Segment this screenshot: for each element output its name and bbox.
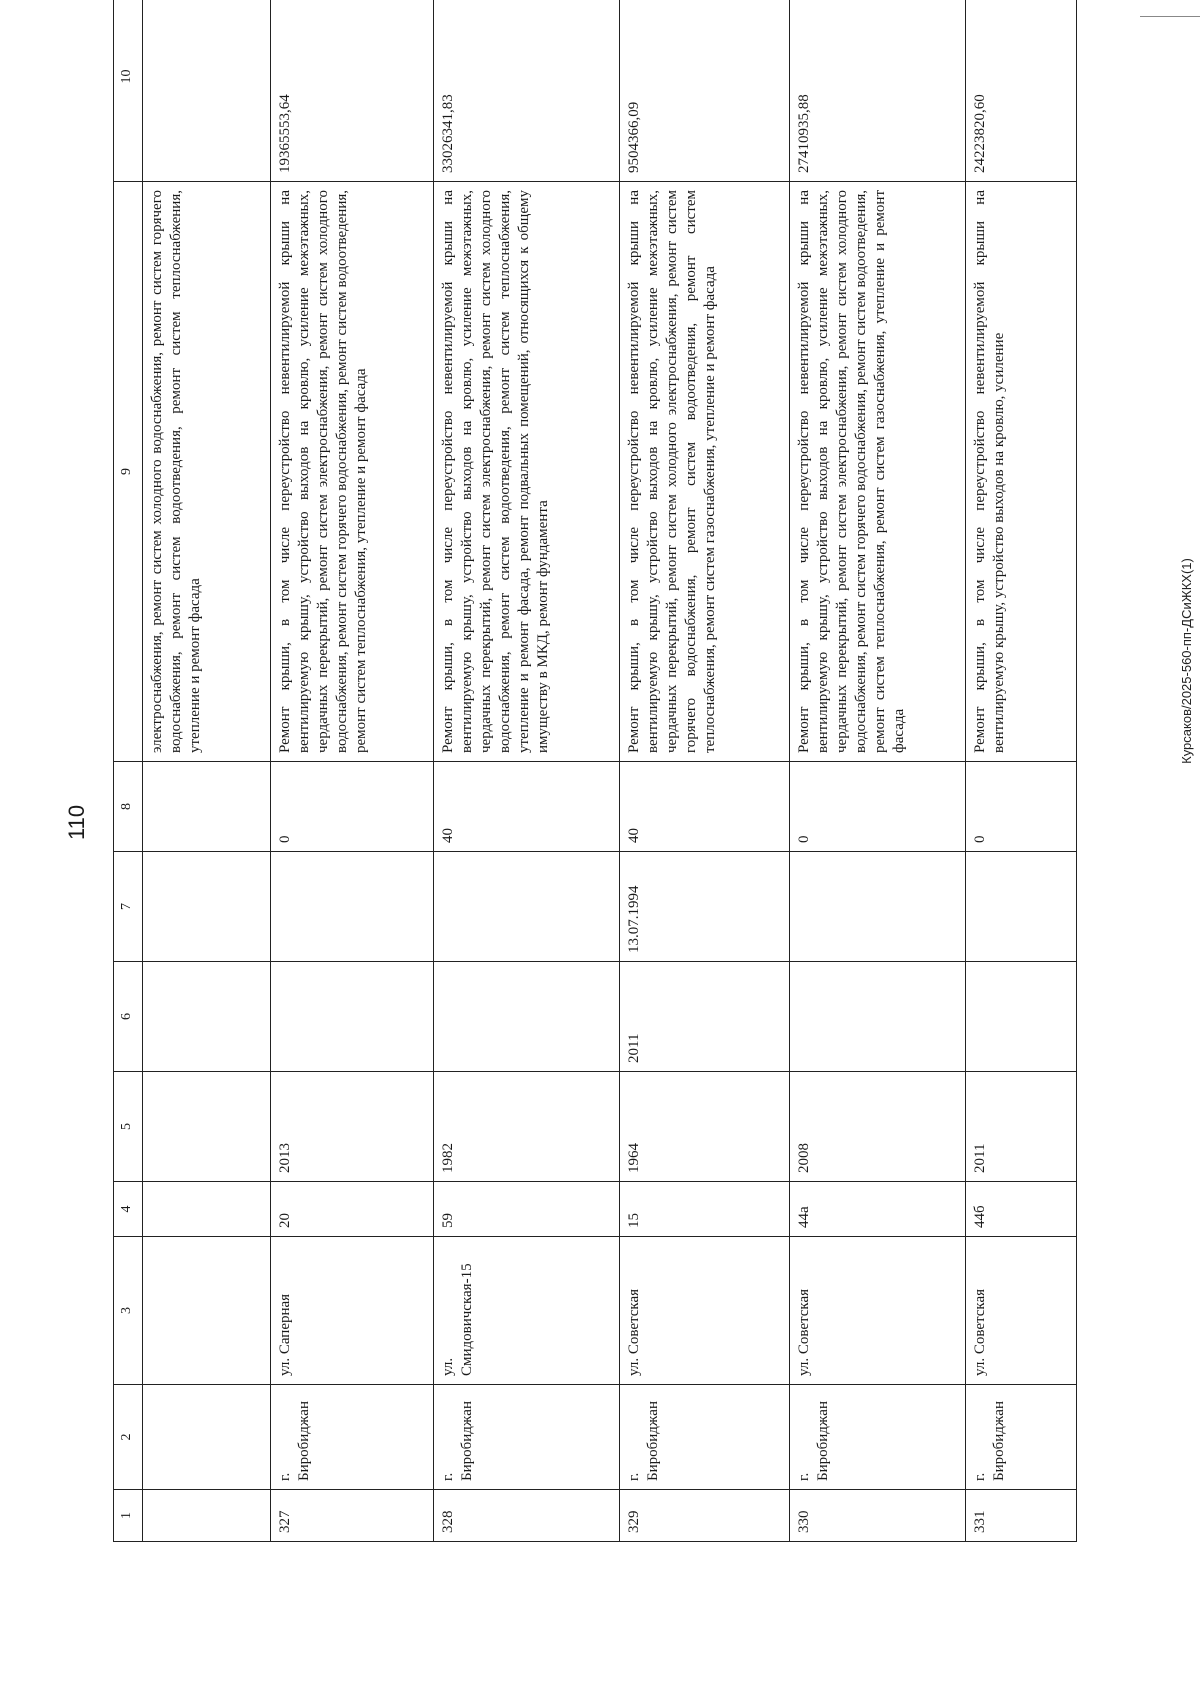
wear-cell: 40 — [434, 762, 620, 852]
date-cell: 13.07.1994 — [620, 852, 790, 962]
date-cell — [790, 852, 966, 962]
city-cell: г. Биробиджан — [271, 1385, 434, 1490]
house-cell: 15 — [620, 1182, 790, 1237]
header-cell: 4 — [114, 1182, 143, 1237]
year-built-cell: 2013 — [271, 1072, 434, 1182]
year-last-repair-cell — [966, 962, 1077, 1072]
year-last-repair-cell — [271, 962, 434, 1072]
works-description: Ремонт крыши, в том числе переустройство невентилируемой крыши на вентилируемую крышу, устройство выходов на кровлю, усиление — [966, 182, 1077, 762]
table-row — [790, 0, 966, 1542]
year-last-repair-cell — [790, 962, 966, 1072]
table-row — [271, 0, 434, 1542]
works-description: электроснабжения, ремонт систем холодного водоснабжения, ремонт систем горячего водоснабжения, ремонт систем водоотведения, ремонт систем теплоснабжения, утепление и ремонт фасада — [143, 182, 271, 762]
table-row — [966, 0, 1077, 1542]
works-description: Ремонт крыши, в том числе переустройство невентилируемой крыши на вентилируемую крышу, устройство выходов на кровлю, усиление межэтажных, чердачных перекрытий, ремонт систем электроснабжения, ремонт систем холодного водоснабжения, ремонт систем горячего водоснабжения, ремонт систем водоотведения, ремонт систем теплоснабжения, ремонт систем газоснабжения, утепление и ремонт фасада — [790, 182, 966, 762]
year-built-cell: 2008 — [790, 1072, 966, 1182]
house-cell: 44а — [790, 1182, 966, 1237]
header-cell: 7 — [114, 852, 143, 962]
works-description: Ремонт крыши, в том числе переустройство невентилируемой крыши на вентилируемую крышу, устройство выходов на кровлю, усиление межэтажных, чердачных перекрытий, ремонт систем электроснабжения, ремонт систем холодного водоснабжения, ремонт систем горячего водоснабжения, ремонт систем водоотведения, ремонт систем теплоснабжения, утепление и ремонт фасада — [271, 182, 434, 762]
cost-cell: 19365553,64 — [271, 0, 434, 182]
house-cell: 44б — [966, 1182, 1077, 1237]
header-cell: 5 — [114, 1072, 143, 1182]
cost-cell: 33026341,83 — [434, 0, 620, 182]
scan-top-rule — [1140, 0, 1200, 17]
year-built-cell: 1964 — [620, 1072, 790, 1182]
wear-cell: 0 — [271, 762, 434, 852]
header-cell: 3 — [114, 1237, 143, 1385]
continuation-row — [143, 0, 271, 1542]
year-built-cell: 2011 — [966, 1072, 1077, 1182]
works-description: Ремонт крыши, в том числе переустройство невентилируемой крыши на вентилируемую крышу, устройство выходов на кровлю, усиление межэтажных, чердачных перекрытий, ремонт систем электроснабжения, ремонт систем холодного водоснабжения, ремонт систем водоотведения, ремонт систем теплоснабжения, утепление и ремонт фасада, ремонт подвальных помещений, относящихся к общему имуществу в МКД, ремонт фундамента — [434, 182, 620, 762]
header-row — [114, 0, 143, 1542]
house-cell: 59 — [434, 1182, 620, 1237]
street-cell: ул. Саперная — [271, 1237, 434, 1385]
house-cell: 20 — [271, 1182, 434, 1237]
street-cell: ул. Советская — [790, 1237, 966, 1385]
cost-cell: 24223820,60 — [966, 0, 1077, 182]
wear-cell: 0 — [790, 762, 966, 852]
header-cell: 8 — [114, 762, 143, 852]
city-cell: г. Биробиджан — [434, 1385, 620, 1490]
wear-cell: 0 — [966, 762, 1077, 852]
city-cell: г. Биробиджан — [620, 1385, 790, 1490]
date-cell — [271, 852, 434, 962]
document-identifier: Курсаков/2025-560-пп-ДСиЖКХ(1) — [1179, 558, 1194, 764]
cost-cell: 27410935,88 — [790, 0, 966, 182]
date-cell — [966, 852, 1077, 962]
year-last-repair-cell — [434, 962, 620, 1072]
row-number: 328 — [434, 1490, 620, 1542]
cost-cell: 9504366,09 — [620, 0, 790, 182]
city-cell: г. Биробиджан — [966, 1385, 1077, 1490]
row-number: 331 — [966, 1490, 1077, 1542]
page-number: 110 — [64, 804, 89, 840]
date-cell — [434, 852, 620, 962]
row-number: 327 — [271, 1490, 434, 1542]
wear-cell: 40 — [620, 762, 790, 852]
street-cell: ул. Смидовичская-15 — [434, 1237, 620, 1385]
table-row — [434, 0, 620, 1542]
year-built-cell: 1982 — [434, 1072, 620, 1182]
header-cell: 10 — [114, 0, 143, 182]
street-cell: ул. Советская — [966, 1237, 1077, 1385]
header-cell: 9 — [114, 182, 143, 762]
year-last-repair-cell: 2011 — [620, 962, 790, 1072]
works-description: Ремонт крыши, в том числе переустройство невентилируемой крыши на вентилируемую крышу, устройство выходов на кровлю, усиление межэтажных, чердачных перекрытий, ремонт систем холодного электроснабжения, ремонт систем горячего водоснабжения, ремонт систем водоотведения, ремонт систем теплоснабжения, ремонт систем газоснабжения, утепление и ремонт фасада — [620, 182, 790, 762]
row-number: 329 — [620, 1490, 790, 1542]
capital-repair-table — [113, 0, 1077, 1542]
rotated-table-container — [113, 69, 1077, 1542]
row-number: 330 — [790, 1490, 966, 1542]
header-cell: 2 — [114, 1385, 143, 1490]
table-row — [620, 0, 790, 1542]
street-cell: ул. Советская — [620, 1237, 790, 1385]
header-cell: 1 — [114, 1490, 143, 1542]
header-cell: 6 — [114, 962, 143, 1072]
city-cell: г. Биробиджан — [790, 1385, 966, 1490]
